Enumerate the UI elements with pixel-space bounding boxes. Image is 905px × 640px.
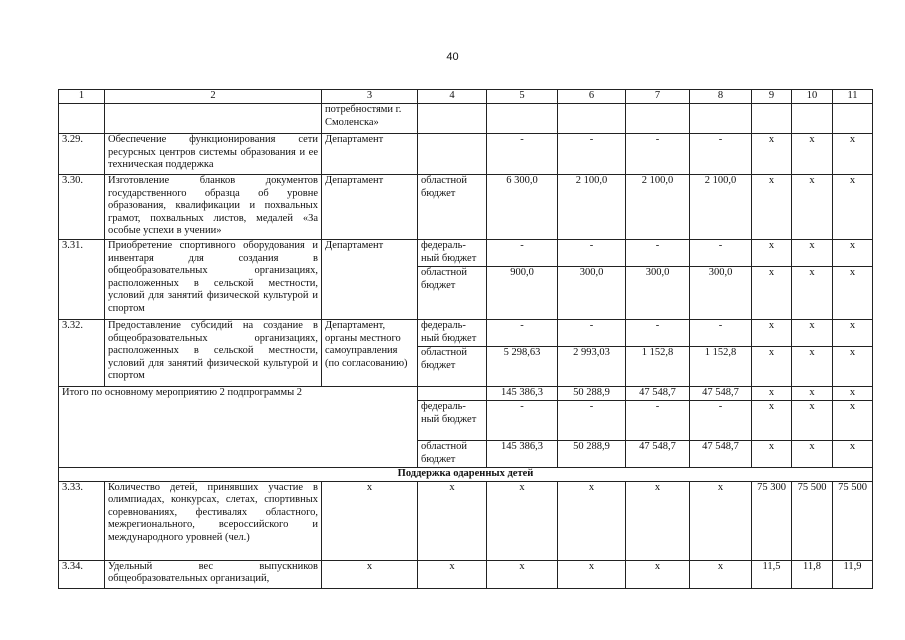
value-cell: x <box>792 441 833 468</box>
funding-source: федераль-ный бюджет <box>418 401 487 441</box>
header-cell: 6 <box>558 90 626 104</box>
value-cell: 47 548,7 <box>690 387 752 401</box>
funding-source <box>418 387 487 401</box>
row-number: 3.30. <box>59 175 105 240</box>
value-cell: 5 298,63 <box>487 347 558 387</box>
value-cell: x <box>626 560 690 588</box>
value-cell: - <box>690 320 752 347</box>
value-cell: 900,0 <box>487 267 558 320</box>
value-cell: x <box>833 347 873 387</box>
value-cell: x <box>833 267 873 320</box>
header-cell: 1 <box>59 90 105 104</box>
header-row <box>59 90 873 104</box>
value-cell: x <box>690 560 752 588</box>
value-cell: x <box>752 387 792 401</box>
value-cell: 300,0 <box>626 267 690 320</box>
value-cell: 2 100,0 <box>690 175 752 240</box>
measure-name: Количество детей, принявших участие в олимпиадах, конкурсах, слетах, спортивных соревнованиях, фестивалях областного, межрегионального, всероссийского и международного уровней (чел.) <box>105 481 322 560</box>
value-cell: 300,0 <box>558 267 626 320</box>
value-cell: 47 548,7 <box>626 387 690 401</box>
value-cell: - <box>487 401 558 441</box>
value-cell: - <box>626 134 690 175</box>
header-cell: 3 <box>322 90 418 104</box>
funding-source: областной бюджет <box>418 347 487 387</box>
value-cell: 1 152,8 <box>626 347 690 387</box>
measure-name: Обеспечение функционирования сети ресурсных центров системы образования и ее техническая поддержка <box>105 134 322 175</box>
value-cell: x <box>792 134 833 175</box>
value-cell: x <box>752 175 792 240</box>
value-cell: - <box>558 320 626 347</box>
value-cell: x <box>487 560 558 588</box>
section-title: Поддержка одаренных детей <box>59 468 873 482</box>
page-number: 40 <box>446 51 459 63</box>
value-cell: x <box>558 560 626 588</box>
row-number: 3.34. <box>59 560 105 588</box>
header-cell: 2 <box>105 90 322 104</box>
funding-source: федераль-ный бюджет <box>418 320 487 347</box>
responsible-cell: Департамент <box>322 240 418 320</box>
value-cell: 2 100,0 <box>558 175 626 240</box>
value-cell: - <box>690 134 752 175</box>
value-cell: x <box>418 481 487 560</box>
value-cell: x <box>690 481 752 560</box>
header-cell: 5 <box>487 90 558 104</box>
measure-name: Приобретение спортивного оборудования и инвентаря для создания в общеобразовательных организациях, расположенных в сельской местности, условий для занятий физической культурой и спортом <box>105 240 322 320</box>
value-cell: 1 152,8 <box>690 347 752 387</box>
header-cell: 10 <box>792 90 833 104</box>
value-cell: x <box>792 347 833 387</box>
value-cell: x <box>752 134 792 175</box>
value-cell: 2 100,0 <box>626 175 690 240</box>
value-cell: x <box>792 387 833 401</box>
table-row <box>59 481 873 560</box>
value-cell: x <box>558 481 626 560</box>
table-row <box>59 175 873 240</box>
value-cell: 50 288,9 <box>558 387 626 401</box>
value-cell: - <box>558 240 626 267</box>
funding-source: областной бюджет <box>418 267 487 320</box>
value-cell: x <box>752 401 792 441</box>
program-table <box>58 89 873 589</box>
row-number: 3.33. <box>59 481 105 560</box>
value-cell: 75 500 <box>792 481 833 560</box>
value-cell: x <box>487 481 558 560</box>
value-cell: 11,5 <box>752 560 792 588</box>
value-cell: 2 993,03 <box>558 347 626 387</box>
value-cell: x <box>792 240 833 267</box>
value-cell: - <box>487 240 558 267</box>
header-cell: 7 <box>626 90 690 104</box>
table-row <box>59 387 873 401</box>
value-cell: 145 386,3 <box>487 387 558 401</box>
value-cell: 75 500 <box>833 481 873 560</box>
value-cell: - <box>626 320 690 347</box>
value-cell: x <box>322 560 418 588</box>
total-label: Итого по основному мероприятию 2 подпрограммы 2 <box>59 387 418 468</box>
value-cell: - <box>487 134 558 175</box>
value-cell: x <box>792 175 833 240</box>
value-cell: - <box>626 240 690 267</box>
value-cell: x <box>752 240 792 267</box>
table-row <box>59 104 873 134</box>
value-cell: 47 548,7 <box>690 441 752 468</box>
value-cell: 145 386,3 <box>487 441 558 468</box>
value-cell: x <box>833 240 873 267</box>
funding-source: федераль-ный бюджет <box>418 240 487 267</box>
value-cell: 6 300,0 <box>487 175 558 240</box>
measure-name: Предоставление субсидий на создание в общеобразовательных организациях, расположенных в сельской местности, условий для занятий физической культурой и спортом <box>105 320 322 387</box>
value-cell: - <box>487 320 558 347</box>
responsible-cell: Департамент, органы местного самоуправления (по согласованию) <box>322 320 418 387</box>
responsible-cell: Департамент <box>322 175 418 240</box>
funding-source: областной бюджет <box>418 441 487 468</box>
value-cell: x <box>833 175 873 240</box>
table-row <box>59 320 873 347</box>
header-cell: 11 <box>833 90 873 104</box>
value-cell: x <box>792 267 833 320</box>
value-cell: x <box>418 560 487 588</box>
value-cell: 75 300 <box>752 481 792 560</box>
value-cell: x <box>833 320 873 347</box>
value-cell: - <box>558 401 626 441</box>
row-number: 3.31. <box>59 240 105 320</box>
value-cell: x <box>752 441 792 468</box>
value-cell: x <box>833 387 873 401</box>
row-number: 3.29. <box>59 134 105 175</box>
value-cell: 47 548,7 <box>626 441 690 468</box>
value-cell: 11,8 <box>792 560 833 588</box>
funding-source <box>418 134 487 175</box>
value-cell: 50 288,9 <box>558 441 626 468</box>
value-cell: x <box>322 481 418 560</box>
responsible-cell: потребностями г. Смоленска» <box>322 104 418 134</box>
section-row <box>59 468 873 482</box>
header-cell: 4 <box>418 90 487 104</box>
header-cell: 9 <box>752 90 792 104</box>
value-cell: - <box>690 240 752 267</box>
value-cell: x <box>833 441 873 468</box>
value-cell: 11,9 <box>833 560 873 588</box>
value-cell: x <box>752 347 792 387</box>
header-cell: 8 <box>690 90 752 104</box>
value-cell: - <box>558 134 626 175</box>
value-cell: x <box>626 481 690 560</box>
table-row <box>59 560 873 588</box>
value-cell: - <box>626 401 690 441</box>
value-cell: 300,0 <box>690 267 752 320</box>
measure-name: Удельный вес выпускников общеобразовательных организаций, <box>105 560 322 588</box>
table-row <box>59 240 873 267</box>
value-cell: x <box>752 267 792 320</box>
value-cell: x <box>833 401 873 441</box>
responsible-cell: Департамент <box>322 134 418 175</box>
funding-source: областной бюджет <box>418 175 487 240</box>
row-number: 3.32. <box>59 320 105 387</box>
value-cell: - <box>690 401 752 441</box>
value-cell: x <box>792 401 833 441</box>
value-cell: x <box>752 320 792 347</box>
measure-name: Изготовление бланков документов государственного образца об уровне образования, квалификации и похвальных грамот, похвальных листов, медалей «За особые успехи в учении» <box>105 175 322 240</box>
value-cell: x <box>833 134 873 175</box>
value-cell: x <box>792 320 833 347</box>
table-row <box>59 134 873 175</box>
